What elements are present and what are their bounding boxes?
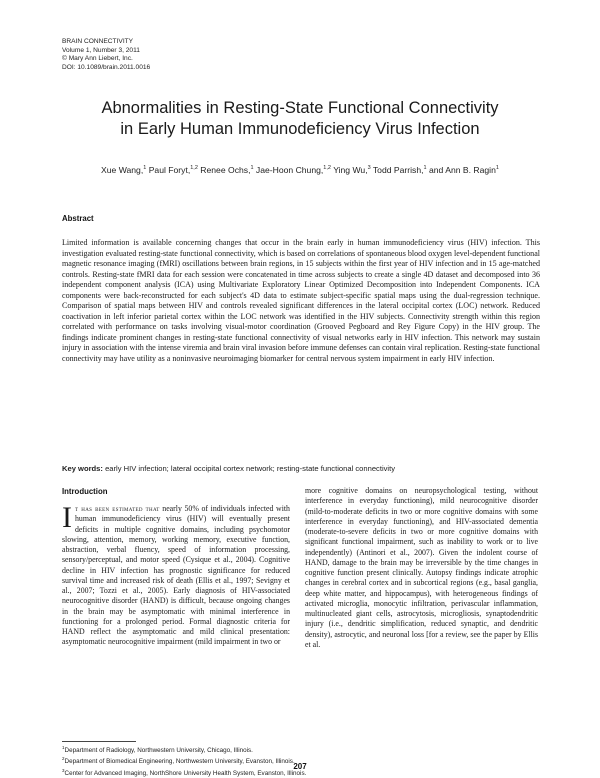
author: Paul Foryt,$^{1,2}$: [148, 165, 198, 175]
abstract-text: Limited information is available concerning changes that occur in the brain early in human immunodeficiency virus (HIV) infection. This investigation evaluated resting-state functional connectivity, which is based on correlations of spontaneous blood oxygen level-dependent functional magnetic resonance imaging (fMRI) oscillations between brain regions, in 15 subjects within the first year of HIV infection and in 15 age-matched controls. Resting-state fMRI data for each session were concatenated in time across subjects to create a single 4D dataset and decomposed into 36 independent component analysis (ICA) using Multivariate Exploratory Linear Optimized Decomposition into Independent Components. ICA components were back-reconstructed for each subject's 4D data to estimate subject-specific spatial maps using the dual-regression technique. Comparison of spatial maps between HIV and controls revealed significant differences in the lateral occipital cortex (LOC) network. Reduced coactivation in left inferior parietal cortex within the LOC network was identified in the HIV subjects. Connectivity strength within this region correlated with performance on tasks involving visual-motor coordination (Grooved Pegboard and Rey Figure Copy) in the HIV group. The findings indicate prominent changes in resting-state functional connectivity of visual networks early in HIV infection. This network may sustain injury in association with the intense viremia and brain viral invasion before immune defenses can contain viral replication. Resting-state functional connectivity may have utility as a noninvasive neuroimaging biomarker for central nervous system impairment in early HIV infection.: [62, 238, 540, 363]
introduction-heading: Introduction: [62, 487, 108, 496]
footnotes: [62, 744, 540, 778]
journal-copyright: © Mary Ann Liebert, Inc.: [62, 55, 133, 63]
intro-left-text: nearly 50% of individuals infected with human immunodeficiency virus (HIV) will eventually present deficits in multiple cognitive domains, including psychomotor slowing, attention, memory, working memory, executive function, abstraction, verbal fluency, speed of information processing, sensory/perceptual, and motor speed (Cysique et al., 2004). Cognitive decline in HIV infection has prognostic significance for reduced survival time and increased risk of death (Ellis et al., 1997; Sevigny et al., 2007; Tozzi et al., 2005). Early diagnosis of HIV-associated neurocognitive disorder (HAND) is difficult, because ongoing changes in the brain may be asymptomatic with minimal interference in functioning for a prolonged period. Formal diagnostic criteria for HAND reflect the asymptomatic and mild clinical presentation: asymptomatic neurocognitive impairment (mild impairment in two or: [62, 504, 290, 647]
journal-volume: Volume 1, Number 3, 2011: [62, 46, 140, 54]
journal-info: [62, 38, 362, 72]
title-line-2: in Early Human Immunodeficiency Virus Infection: [120, 120, 480, 138]
drop-cap: I: [62, 501, 72, 534]
author: Renee Ochs,$^1$: [200, 165, 254, 175]
journal-name: BRAIN CONNECTIVITY: [62, 38, 134, 45]
page-number: 207: [293, 762, 307, 771]
abstract-heading: Abstract: [62, 214, 94, 223]
title-line-1: Abnormalities in Resting-State Functional Connectivity: [101, 99, 499, 117]
article-title: [40, 98, 560, 140]
introduction-column-right: more cognitive domains on neuropsychological testing, without interference in everyday functioning), mild neurocognitive disorder (mild-to-moderate deficits in two or more cognitive domains with some interference in everyday functioning), and HIV-associated dementia (moderate-to-severe deficits in two or more cognitive domains with significant functional impairment, such as inability to work or to live independently) (Antinori et al., 2007). Given the indolent course of HAND, damage to the brain may be irreversible by the time changes in cognitive function present clinically. Autopsy findings indicate atrophic changes in cerebral cortex and in subcortical regions (e.g., basal ganglia, deep white matter, and hippocampus), with heterogeneous findings of activated microglia, monocytic infiltration, perivascular inflammation, multinucleated giant cells, astrocytosis, microgliosis, synaptodendritic injury (i.e., dendritic simplification, reduced synaptic, and dendritic density), astrocytic, and neuronal loss [for a review, see the paper by Ellis et al.: [305, 486, 538, 649]
author: Todd Parrish,$^1$: [372, 165, 427, 175]
keywords-text: early HIV infection; lateral occipital cortex network; resting-state functional connectivity: [105, 464, 396, 473]
keywords: [62, 464, 540, 473]
author: Ying Wu,$^3$: [333, 165, 371, 175]
lead-in: t has been estimated that: [75, 504, 160, 513]
footnote: $^3$Center for Advanced Imaging, NorthShore University Health System, Evanston, Illinois.: [62, 767, 307, 777]
introduction-column-left: [62, 501, 290, 648]
author: Jae-Hoon Chung,$^{1,2}$: [255, 165, 331, 175]
author-list: [40, 165, 560, 175]
author: Xue Wang,$^1$: [101, 165, 147, 175]
author: and Ann B. Ragin$^1$: [428, 165, 499, 175]
footnote: $^1$Department of Radiology, Northwestern University, Chicago, Illinois.: [62, 745, 253, 755]
footnote-rule: [62, 741, 136, 742]
keywords-label: Key words:: [62, 464, 103, 473]
journal-doi: DOI: 10.1089/brain.2011.0016: [62, 63, 151, 71]
footnote: $^2$Department of Biomedical Engineering, Northwestern University, Evanston, Illinois.: [62, 756, 295, 766]
